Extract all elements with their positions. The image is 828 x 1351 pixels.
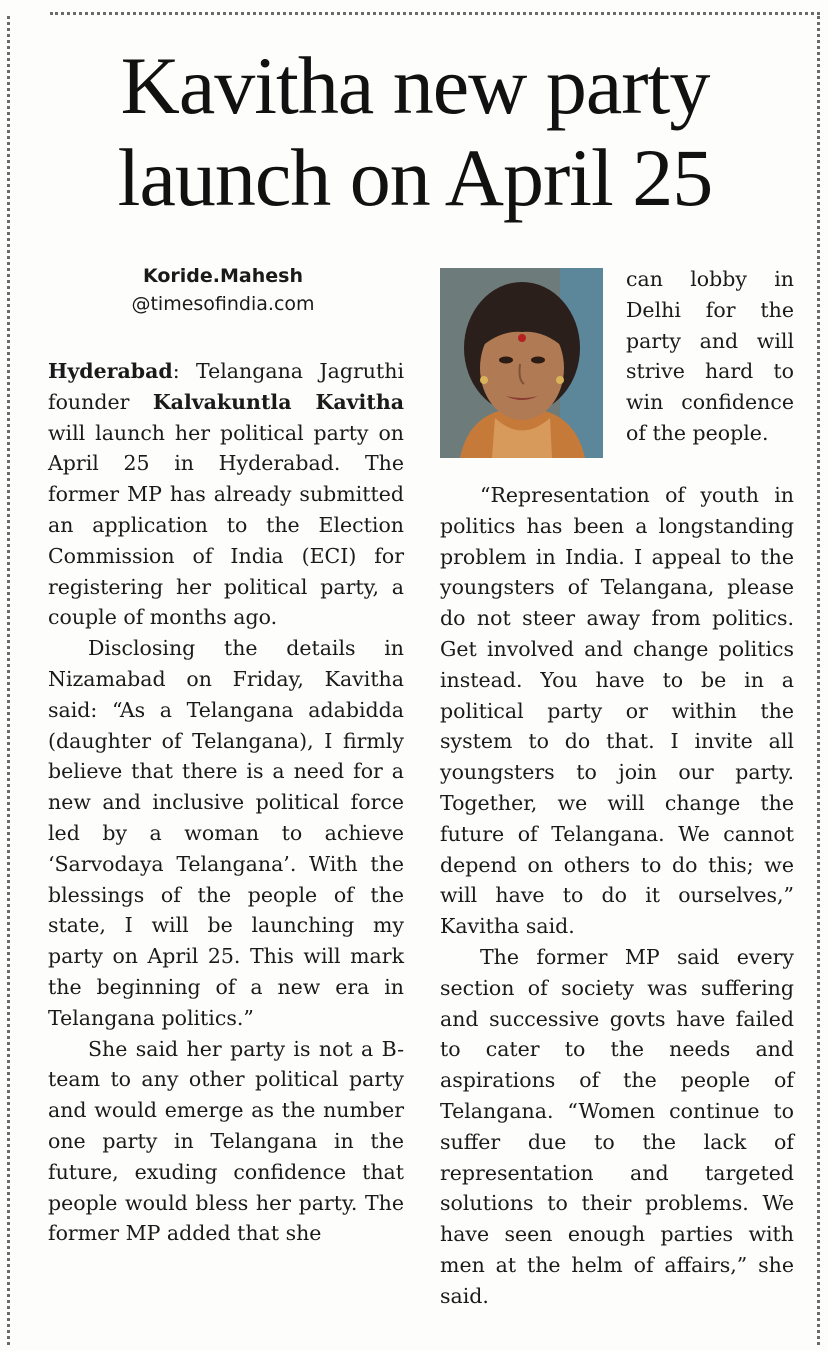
headline-line-2: launch on April 25 <box>117 132 713 223</box>
article-paragraph: Disclosing the details in Nizamabad on Friday, Kavitha said: “As a Telangana adabidda (daughter of Telangana), I firmly believe that there is a need for a new and inclusive political force led by a woman to achieve ‘Sarvodaya Telangana’. With the blessings of the people of the state, I will be launching my party on April 25. This will mark the beginning of a new era in Telangana politics.” <box>48 636 404 1030</box>
subject-name: Kalvakuntla Kavitha <box>152 389 405 414</box>
right-dotted-border <box>817 16 820 1345</box>
text-run: : Telangana Jagruthi founder <box>48 359 404 414</box>
top-dotted-border <box>50 12 820 15</box>
article-paragraph <box>48 356 404 633</box>
byline-email: @timesofindia.com <box>131 293 315 315</box>
dateline: Hyderabad <box>48 359 173 383</box>
article-paragraph: “Representation of youth in politics has been a longstanding problem in India. I appeal to the youngsters of Telangana, please do not steer away from politics. Get involved and change politics instead. You have to be in a political party or within the system to do that. I invite all youngsters to join our party. Together, we will change the future of Telangana. We cannot depend on others to do this; we will have to do it ourselves,” Kavitha said. <box>440 483 794 939</box>
headline-line-1: Kavitha new party <box>120 40 710 131</box>
portrait-photo <box>440 268 603 458</box>
article-column-2-wrap: can lobby in Delhi for the party and will strive hard to win confidence of the people. <box>626 267 794 445</box>
left-dotted-border <box>7 16 10 1345</box>
byline <box>48 262 398 318</box>
article-paragraph: She said her party is not a B-team to any other political party and would emerge as the number one party in Telangana in the future, exuding confidence that people would bless her party. The former MP added that she <box>48 1036 404 1246</box>
text-run: will launch her political party on April 25 in Hyderabad. The former MP has already submitted an application to the Election Commission of India (ECI) for registering her political party, a couple of months ago. <box>48 420 404 630</box>
article-column-1 <box>48 356 404 1249</box>
article-paragraph: The former MP said every section of society was suffering and successive govts have failed to cater to the needs and aspirations of the people of Telangana. “Women continue to suffer due to the lack of representation and targeted solutions to their problems. We have seen enough parties with men at the helm of affairs,” she said. <box>440 944 794 1308</box>
headline <box>30 40 800 224</box>
portrait-illustration <box>440 268 603 458</box>
article-column-2 <box>440 480 794 1312</box>
byline-author: Koride.Mahesh <box>142 265 303 287</box>
